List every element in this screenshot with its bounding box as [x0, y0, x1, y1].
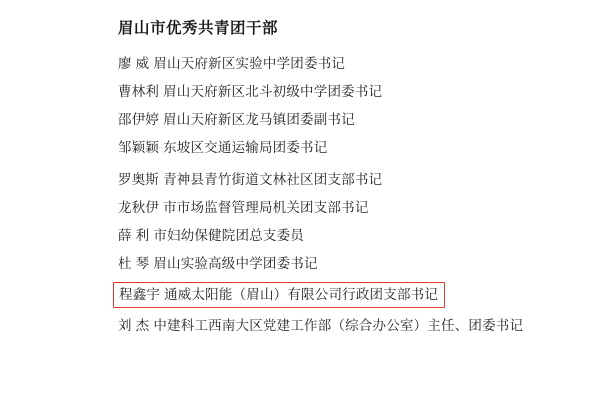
honoree-name: 邵伊婷 — [118, 112, 160, 127]
honoree-role: 市市场监督管理局机关团支部书记 — [163, 200, 369, 215]
honoree-name: 杜 琴 — [118, 256, 150, 271]
honoree-role: 眉山天府新区北斗初级中学团委书记 — [163, 84, 383, 99]
honoree-name: 薛 利 — [118, 228, 150, 243]
list-item — [118, 166, 600, 194]
honoree-name: 龙秋伊 — [118, 200, 160, 215]
honoree-role: 眉山实验高级中学团委书记 — [153, 256, 318, 271]
page-title: 眉山市优秀共青团干部 — [118, 20, 279, 37]
honoree-role: 中建科工西南大区党建工作部（综合办公室）主任、团委书记 — [153, 318, 524, 333]
list-item-highlighted — [113, 282, 445, 308]
list-item — [118, 50, 600, 78]
honoree-name: 邹颖颖 — [118, 140, 160, 155]
list-item — [118, 222, 600, 250]
honoree-name: 廖 威 — [118, 56, 150, 71]
honoree-list — [0, 50, 600, 340]
list-item — [118, 194, 600, 222]
honoree-name: 曹林利 — [118, 84, 160, 99]
honoree-name: 罗奥斯 — [118, 172, 160, 187]
honoree-role: 市妇幼保健院团总支委员 — [153, 228, 305, 243]
list-item — [118, 106, 600, 134]
honoree-role: 眉山天府新区实验中学团委书记 — [153, 56, 346, 71]
honoree-role: 青神县青竹街道文林社区团支部书记 — [163, 172, 383, 187]
list-item — [118, 312, 600, 340]
list-item — [118, 78, 600, 106]
honoree-role: 眉山天府新区龙马镇团委副书记 — [163, 112, 355, 127]
honoree-role: 通威太阳能（眉山）有限公司行政团支部书记 — [164, 287, 439, 302]
honoree-role: 东坡区交通运输局团委书记 — [163, 140, 328, 155]
honoree-name: 刘 杰 — [118, 318, 150, 333]
list-item — [118, 134, 600, 162]
honoree-name: 程鑫宇 — [119, 287, 161, 302]
list-item — [118, 250, 600, 278]
